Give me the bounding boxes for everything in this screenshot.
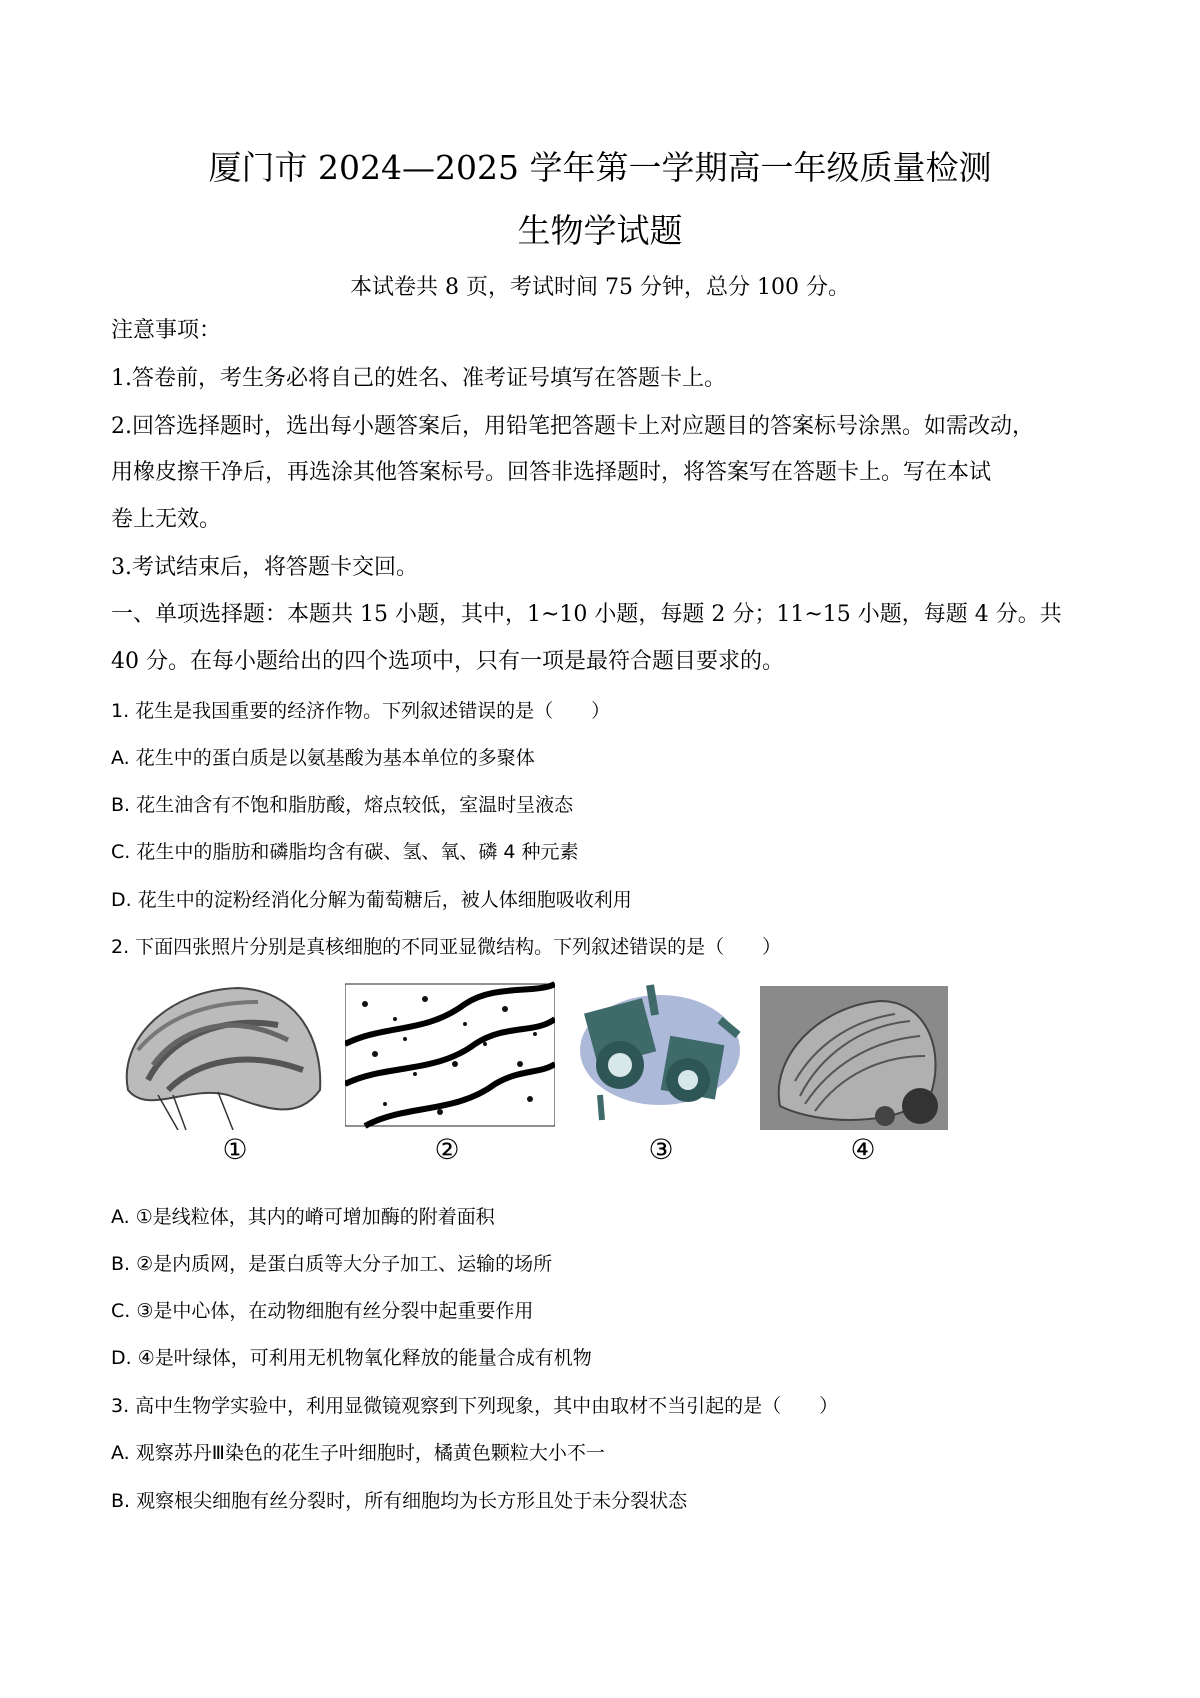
q3-option-a: A. 观察苏丹Ⅲ染色的花生子叶细胞时，橘黄色颗粒大小不一 (111, 1442, 605, 1464)
note-2-line-1: 2.回答选择题时，选出每小题答案后，用铅笔把答题卡上对应题目的答案标号涂黑。如需改动， (111, 414, 1034, 439)
image-label-1: ① (222, 1133, 248, 1166)
micrograph-3 (570, 980, 745, 1130)
q3-stem: 3. 高中生物学实验中，利用显微镜观察到下列现象，其中由取材不当引起的是（ ） (111, 1395, 839, 1417)
note-1: 1.答卷前，考生务必将自己的姓名、准考证号填写在答题卡上。 (111, 366, 726, 391)
micrograph-4 (760, 983, 948, 1133)
q3-option-b: B. 观察根尖细胞有丝分裂时，所有细胞均为长方形且处于未分裂状态 (111, 1490, 688, 1512)
exam-title: 厦门市 2024—2025 学年第一学期高一年级质量检测 (208, 148, 992, 187)
image-label-4: ④ (850, 1133, 876, 1166)
micrograph-1 (108, 980, 328, 1130)
note-3: 3.考试结束后，将答题卡交回。 (111, 555, 418, 580)
q2-option-c: C. ③是中心体，在动物细胞有丝分裂中起重要作用 (111, 1300, 534, 1322)
note-2-line-3: 卷上无效。 (111, 507, 222, 532)
micrograph-2 (345, 980, 555, 1130)
section-1-line-2: 40 分。在每小题给出的四个选项中，只有一项是最符合题目要求的。 (111, 649, 784, 674)
q1-option-b: B. 花生油含有不饱和脂肪酸，熔点较低，室温时呈液态 (111, 794, 574, 816)
exam-meta: 本试卷共 8 页，考试时间 75 分钟，总分 100 分。 (350, 275, 850, 300)
note-2-line-2: 用橡皮擦干净后，再选涂其他答案标号。回答非选择题时，将答案写在答题卡上。写在本试 (111, 460, 992, 485)
q2-stem: 2. 下面四张照片分别是真核细胞的不同亚显微结构。下列叙述错误的是（ ） (111, 936, 782, 958)
q1-option-c: C. 花生中的脂肪和磷脂均含有碳、氢、氧、磷 4 种元素 (111, 841, 579, 863)
exam-subtitle: 生物学试题 (517, 211, 683, 250)
q1-option-a: A. 花生中的蛋白质是以氨基酸为基本单位的多聚体 (111, 747, 535, 769)
q2-option-b: B. ②是内质网，是蛋白质等大分子加工、运输的场所 (111, 1253, 553, 1275)
image-label-3: ③ (648, 1133, 674, 1166)
section-1-line-1: 一、单项选择题：本题共 15 小题，其中，1~10 小题，每题 2 分；11~15 小题，每题 4 分。共 (111, 602, 1062, 627)
q2-option-d: D. ④是叶绿体，可利用无机物氧化释放的能量合成有机物 (111, 1347, 592, 1369)
q2-option-a: A. ①是线粒体，其内的嵴可增加酶的附着面积 (111, 1206, 495, 1228)
q1-option-d: D. 花生中的淀粉经消化分解为葡萄糖后，被人体细胞吸收利用 (111, 889, 632, 911)
notes-heading: 注意事项： (111, 318, 222, 343)
image-label-2: ② (434, 1133, 460, 1166)
q1-stem: 1. 花生是我国重要的经济作物。下列叙述错误的是（ ） (111, 700, 611, 722)
